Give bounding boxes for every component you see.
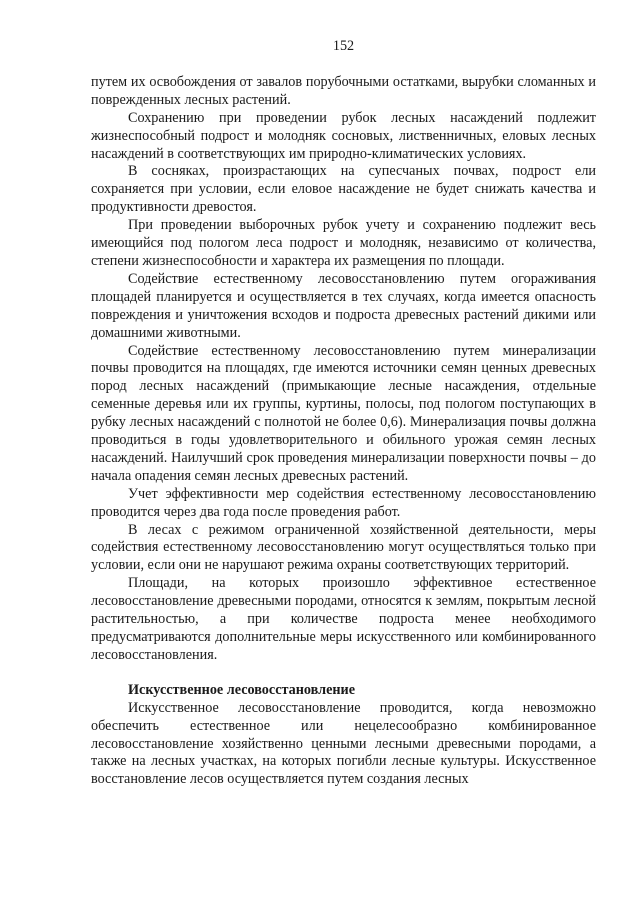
paragraph-restricted-forests: В лесах с режимом ограниченной хозяйственной деятельности, меры содействия естественному лесовосстановлению могут осуществляться только при условии, если они не нарушают режима охраны соответствующих территорий.	[91, 521, 596, 574]
document-page	[91, 38, 596, 789]
paragraph-efficiency-accounting: Учет эффективности мер содействия естественному лесовосстановлению проводится через два года после проведения работ.	[91, 485, 596, 520]
page-number: 152	[332, 38, 355, 54]
paragraph-effective-restoration: Площади, на которых произошло эффективное естественное лесовосстановление древесными породами, относятся к землям, покрытым лесной растительностью, а при количестве подроста менее необходимого предусматриваются дополнительные меры искусственного или комбинированного лесовосстановления.	[91, 575, 596, 663]
paragraph-selective-felling: При проведении выборочных рубок учету и сохранению подлежит весь имеющийся под пологом леса подрост и молодняк, независимо от количества, степени жизнеспособности и характера их размещения по площади.	[91, 217, 596, 269]
paragraph-pine-stands: В сосняках, произрастающих на супесчаных почвах, подрост ели сохраняется при условии, если еловое насаждение не будет снижать качества и продуктивности древостоя.	[91, 163, 596, 216]
paragraph-artificial-restoration: Искусственное лесовосстановление проводится, когда невозможно обеспечить естественное или нецелесообразно комбинированное лесовосстановление хозяйственно ценными лесными древесными породами, а также на лесных участках, на которых погибли лесные культуры. Искусственное восстановление лесов осуществляется путем создания лесных	[91, 699, 596, 788]
paragraph-fencing: Содействие естественному лесовосстановлению путем огораживания площадей планируется и осуществляется в тех случаях, когда имеется опасность повреждения и уничтожения всходов и подроста древесных растений дикими или домашними животными.	[91, 270, 596, 341]
section-heading: Искусственное лесовосстановление	[128, 681, 356, 698]
paragraph-continuation: путем их освобождения от завалов порубочными остатками, вырубки сломанных и поврежденных лесных растений.	[91, 73, 596, 108]
paragraph-undergrowth-preservation: Сохранению при проведении рубок лесных насаждений подлежит жизнеспособный подрост и молодняк сосновых, лиственничных, еловых лесных насаждений в соответствующих им природно-климатических условиях.	[91, 109, 596, 162]
paragraph-soil-mineralization: Содействие естественному лесовосстановлению путем минерализации почвы проводится на площадях, где имеются источники семян ценных древесных пород лесных насаждений (примыкающие лесные насаждения, отдельные семенные деревья или их группы, куртины, полосы, под пологом поступающих в рубку лесных насаждений с полнотой не более 0,6). Минерализация почвы должна проводиться в годы удовлетворительного и обильного урожая семян лесных насаждений. Наилучший срок проведения минерализации поверхности почвы – до начала опадения семян лесных древесных растений.	[91, 342, 596, 484]
